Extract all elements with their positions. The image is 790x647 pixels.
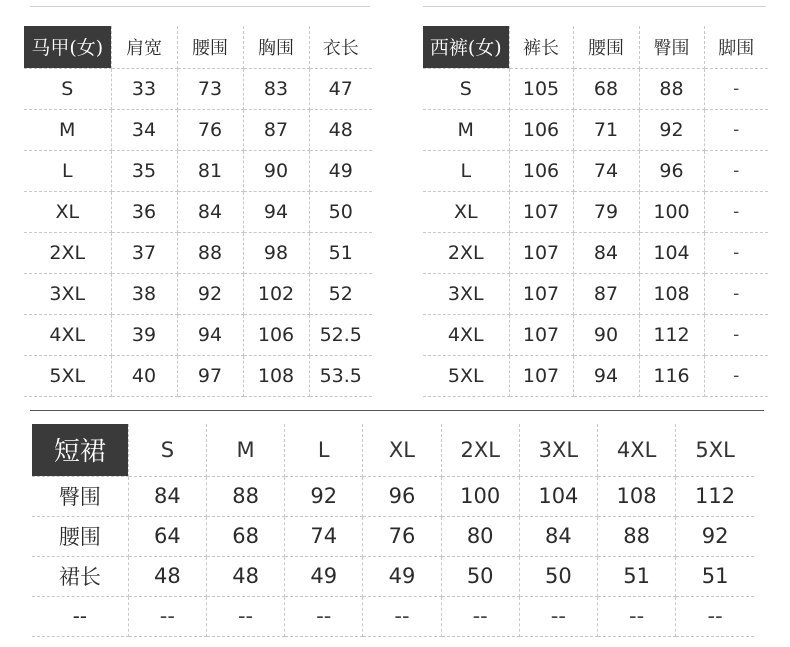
pants-header-waist: 腰围 — [573, 26, 639, 68]
pants-row — [423, 150, 768, 191]
skirt-row-label: 腰围 — [32, 516, 128, 556]
vest-value-cell: 37 — [111, 232, 177, 273]
pants-value-cell: 79 — [573, 191, 639, 232]
pants-title: 西裤(女) — [423, 26, 509, 68]
pants-value-cell: 74 — [573, 150, 639, 191]
skirt-size-table — [32, 424, 754, 637]
vest-value-cell: 33 — [111, 68, 177, 109]
skirt-value-cell: 84 — [519, 516, 597, 556]
pants-row — [423, 191, 768, 232]
skirt-value-cell: -- — [519, 596, 597, 636]
pants-size-cell: 5XL — [423, 355, 509, 396]
vest-value-cell: 52 — [309, 273, 372, 314]
pants-value-cell: 68 — [573, 68, 639, 109]
pants-value-cell: - — [704, 355, 768, 396]
skirt-value-cell: -- — [441, 596, 519, 636]
pants-value-cell: 107 — [509, 355, 573, 396]
vest-value-cell: 50 — [309, 191, 372, 232]
pants-value-cell: 106 — [509, 150, 573, 191]
pants-value-cell: 100 — [639, 191, 704, 232]
vest-value-cell: 40 — [111, 355, 177, 396]
vest-value-cell: 88 — [177, 232, 243, 273]
skirt-row — [32, 556, 754, 596]
pants-header-hem: 脚围 — [704, 26, 768, 68]
skirt-value-cell: -- — [128, 596, 206, 636]
pants-value-cell: 88 — [639, 68, 704, 109]
pants-row — [423, 68, 768, 109]
pants-value-cell: 104 — [639, 232, 704, 273]
skirt-value-cell: 92 — [676, 516, 754, 556]
skirt-value-cell: 48 — [206, 556, 284, 596]
skirt-value-cell: 112 — [676, 476, 754, 516]
skirt-value-cell: 50 — [441, 556, 519, 596]
vest-value-cell: 51 — [309, 232, 372, 273]
vest-value-cell: 94 — [177, 314, 243, 355]
pants-size-table — [423, 26, 768, 397]
pants-row — [423, 109, 768, 150]
vest-row — [24, 355, 372, 396]
vest-header-chest: 胸围 — [243, 26, 309, 68]
pants-value-cell: 108 — [639, 273, 704, 314]
vest-row — [24, 273, 372, 314]
vest-value-cell: 83 — [243, 68, 309, 109]
pants-value-cell: 107 — [509, 314, 573, 355]
top-rule-right — [423, 6, 766, 7]
skirt-value-cell: 68 — [206, 516, 284, 556]
skirt-value-cell: 88 — [597, 516, 675, 556]
pants-value-cell: 107 — [509, 232, 573, 273]
vest-size-table — [24, 26, 372, 397]
pants-value-cell: 107 — [509, 273, 573, 314]
pants-value-cell: 92 — [639, 109, 704, 150]
vest-size-cell: L — [24, 150, 111, 191]
pants-value-cell: 112 — [639, 314, 704, 355]
vest-value-cell: 108 — [243, 355, 309, 396]
vest-value-cell: 84 — [177, 191, 243, 232]
skirt-value-cell: 84 — [128, 476, 206, 516]
vest-row — [24, 150, 372, 191]
vest-row — [24, 314, 372, 355]
vest-value-cell: 39 — [111, 314, 177, 355]
vest-row — [24, 68, 372, 109]
pants-row — [423, 232, 768, 273]
skirt-row — [32, 596, 754, 636]
skirt-value-cell: 76 — [363, 516, 441, 556]
vest-value-cell: 36 — [111, 191, 177, 232]
vest-row — [24, 191, 372, 232]
skirt-value-cell: 50 — [519, 556, 597, 596]
vest-size-cell: S — [24, 68, 111, 109]
vest-row — [24, 232, 372, 273]
vest-row — [24, 109, 372, 150]
skirt-row — [32, 516, 754, 556]
skirt-size-header: L — [285, 424, 363, 476]
skirt-value-cell: -- — [206, 596, 284, 636]
skirt-value-cell: 64 — [128, 516, 206, 556]
vest-size-cell: 2XL — [24, 232, 111, 273]
vest-value-cell: 102 — [243, 273, 309, 314]
skirt-row-label: -- — [32, 596, 128, 636]
pants-header-length: 裤长 — [509, 26, 573, 68]
pants-row — [423, 314, 768, 355]
vest-value-cell: 34 — [111, 109, 177, 150]
skirt-header-row — [32, 424, 754, 476]
pants-value-cell: 96 — [639, 150, 704, 191]
pants-value-cell: 94 — [573, 355, 639, 396]
pants-value-cell: 106 — [509, 109, 573, 150]
vest-value-cell: 94 — [243, 191, 309, 232]
skirt-size-header: M — [206, 424, 284, 476]
pants-value-cell: 71 — [573, 109, 639, 150]
vest-size-cell: M — [24, 109, 111, 150]
skirt-size-header: XL — [363, 424, 441, 476]
skirt-row-label: 裙长 — [32, 556, 128, 596]
vest-value-cell: 87 — [243, 109, 309, 150]
skirt-value-cell: 51 — [676, 556, 754, 596]
pants-value-cell: 105 — [509, 68, 573, 109]
pants-size-cell: XL — [423, 191, 509, 232]
vest-value-cell: 98 — [243, 232, 309, 273]
pants-size-cell: M — [423, 109, 509, 150]
skirt-row — [32, 476, 754, 516]
skirt-value-cell: -- — [676, 596, 754, 636]
skirt-title: 短裙 — [32, 424, 128, 476]
section-divider — [30, 410, 764, 411]
vest-value-cell: 53.5 — [309, 355, 372, 396]
skirt-value-cell: -- — [597, 596, 675, 636]
skirt-value-cell: 108 — [597, 476, 675, 516]
pants-value-cell: 107 — [509, 191, 573, 232]
skirt-value-cell: 96 — [363, 476, 441, 516]
skirt-size-header: 5XL — [676, 424, 754, 476]
pants-value-cell: - — [704, 314, 768, 355]
pants-size-cell: L — [423, 150, 509, 191]
pants-row — [423, 355, 768, 396]
vest-value-cell: 106 — [243, 314, 309, 355]
pants-value-cell: - — [704, 232, 768, 273]
pants-row — [423, 273, 768, 314]
vest-value-cell: 73 — [177, 68, 243, 109]
pants-size-cell: 3XL — [423, 273, 509, 314]
pants-size-cell: S — [423, 68, 509, 109]
skirt-value-cell: 51 — [597, 556, 675, 596]
skirt-size-header: 4XL — [597, 424, 675, 476]
pants-size-cell: 2XL — [423, 232, 509, 273]
skirt-row-label: 臀围 — [32, 476, 128, 516]
pants-value-cell: - — [704, 191, 768, 232]
vest-size-cell: XL — [24, 191, 111, 232]
vest-title: 马甲(女) — [24, 26, 111, 68]
skirt-size-header: 2XL — [441, 424, 519, 476]
pants-value-cell: - — [704, 109, 768, 150]
vest-value-cell: 49 — [309, 150, 372, 191]
vest-header-waist: 腰围 — [177, 26, 243, 68]
vest-value-cell: 47 — [309, 68, 372, 109]
skirt-value-cell: 49 — [363, 556, 441, 596]
skirt-value-cell: 100 — [441, 476, 519, 516]
skirt-value-cell: -- — [285, 596, 363, 636]
pants-size-cell: 4XL — [423, 314, 509, 355]
pants-header-hip: 臀围 — [639, 26, 704, 68]
skirt-value-cell: 88 — [206, 476, 284, 516]
skirt-value-cell: 48 — [128, 556, 206, 596]
vest-size-cell: 5XL — [24, 355, 111, 396]
vest-value-cell: 48 — [309, 109, 372, 150]
vest-value-cell: 90 — [243, 150, 309, 191]
skirt-value-cell: 92 — [285, 476, 363, 516]
skirt-value-cell: 104 — [519, 476, 597, 516]
skirt-size-header: 3XL — [519, 424, 597, 476]
skirt-value-cell: 74 — [285, 516, 363, 556]
vest-size-cell: 4XL — [24, 314, 111, 355]
vest-value-cell: 92 — [177, 273, 243, 314]
pants-value-cell: 84 — [573, 232, 639, 273]
skirt-value-cell: -- — [363, 596, 441, 636]
vest-value-cell: 97 — [177, 355, 243, 396]
pants-value-cell: - — [704, 273, 768, 314]
vest-header-shoulder: 肩宽 — [111, 26, 177, 68]
top-rule-left — [30, 6, 370, 7]
pants-value-cell: - — [704, 150, 768, 191]
skirt-value-cell: 80 — [441, 516, 519, 556]
vest-header-row — [24, 26, 372, 68]
vest-value-cell: 76 — [177, 109, 243, 150]
vest-value-cell: 81 — [177, 150, 243, 191]
vest-value-cell: 52.5 — [309, 314, 372, 355]
pants-value-cell: - — [704, 68, 768, 109]
skirt-value-cell: 49 — [285, 556, 363, 596]
vest-value-cell: 38 — [111, 273, 177, 314]
vest-header-length: 衣长 — [309, 26, 372, 68]
vest-size-cell: 3XL — [24, 273, 111, 314]
pants-header-row — [423, 26, 768, 68]
pants-value-cell: 90 — [573, 314, 639, 355]
pants-value-cell: 87 — [573, 273, 639, 314]
pants-value-cell: 116 — [639, 355, 704, 396]
skirt-size-header: S — [128, 424, 206, 476]
vest-value-cell: 35 — [111, 150, 177, 191]
